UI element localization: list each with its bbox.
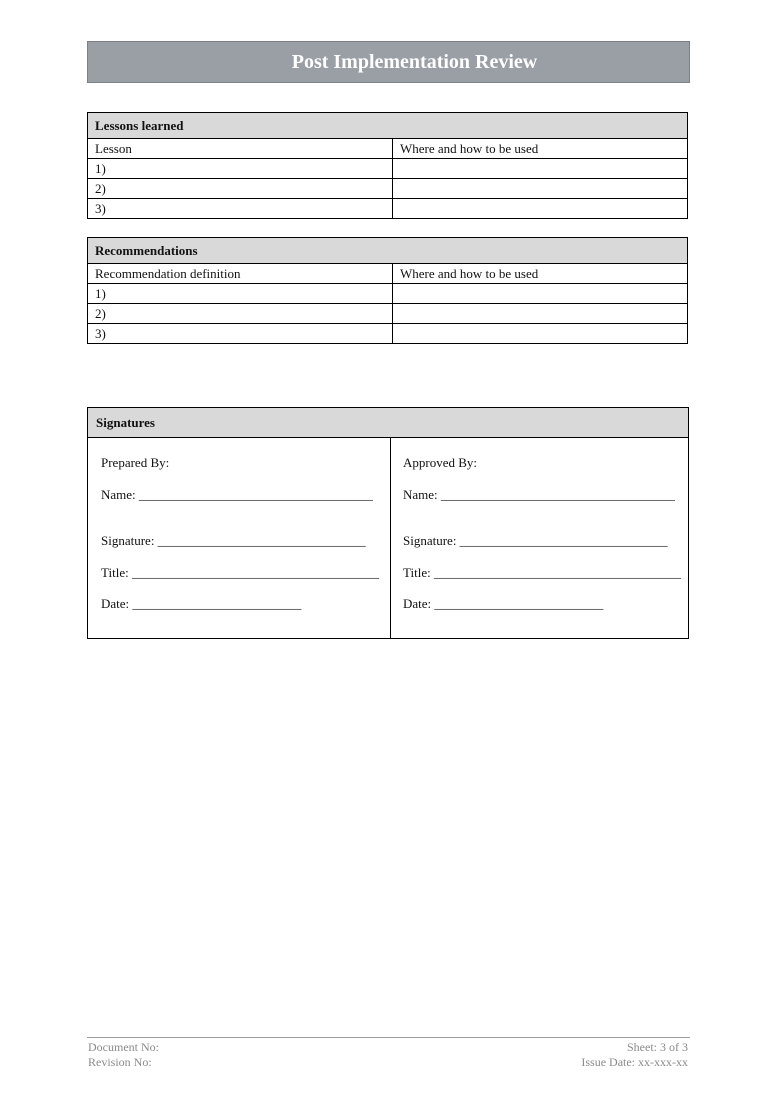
approved-by-label: Approved By: [403,455,478,470]
prepared-signature-field[interactable]: Signature: ________________________________ [101,533,366,548]
signatures-heading: Signatures [88,408,688,438]
approved-date-field[interactable]: Date: __________________________ [403,596,604,611]
recommendations-col-definition: Recommendation definition [88,264,393,284]
prepared-name-field[interactable]: Name: ____________________________________ [101,487,373,502]
lesson-cell[interactable]: 1) [88,159,393,179]
prepared-by-label: Prepared By: [101,455,170,470]
table-row [88,324,688,344]
lessons-heading: Lessons learned [88,113,688,139]
issue-date: Issue Date: xx-xxx-xx [581,1055,688,1069]
recommendation-cell[interactable]: 1) [88,284,393,304]
lessons-col-lesson: Lesson [88,139,393,159]
signatures-box [87,407,689,639]
sheet-number: Sheet: 3 of 3 [627,1040,688,1054]
usage-cell[interactable] [393,159,688,179]
table-row [88,199,688,219]
usage-cell[interactable] [393,324,688,344]
revision-number: Revision No: [88,1055,152,1069]
table-row [88,284,688,304]
usage-cell[interactable] [393,179,688,199]
lessons-learned-table [87,112,688,219]
lessons-col-usage: Where and how to be used [393,139,688,159]
document-number: Document No: [88,1040,159,1054]
lesson-cell[interactable]: 2) [88,179,393,199]
recommendations-table [87,237,688,344]
usage-cell[interactable] [393,304,688,324]
recommendations-col-usage: Where and how to be used [393,264,688,284]
prepared-title-field[interactable]: Title: ______________________________________ [101,565,379,580]
table-row [88,179,688,199]
table-row [88,304,688,324]
page-title: Post Implementation Review [291,50,538,73]
table-row [88,159,688,179]
recommendations-header-row [88,264,688,284]
recommendations-heading: Recommendations [88,238,688,264]
prepared-date-field[interactable]: Date: __________________________ [101,596,302,611]
page-title-bar [87,41,690,83]
approved-signature-field[interactable]: Signature: ________________________________ [403,533,668,548]
lesson-cell[interactable]: 3) [88,199,393,219]
recommendation-cell[interactable]: 3) [88,324,393,344]
signatures-divider [390,438,391,638]
approved-name-field[interactable]: Name: ____________________________________ [403,487,675,502]
lessons-header-row [88,139,688,159]
usage-cell[interactable] [393,199,688,219]
approved-title-field[interactable]: Title: ______________________________________ [403,565,681,580]
recommendation-cell[interactable]: 2) [88,304,393,324]
usage-cell[interactable] [393,284,688,304]
footer-divider [87,1037,690,1038]
